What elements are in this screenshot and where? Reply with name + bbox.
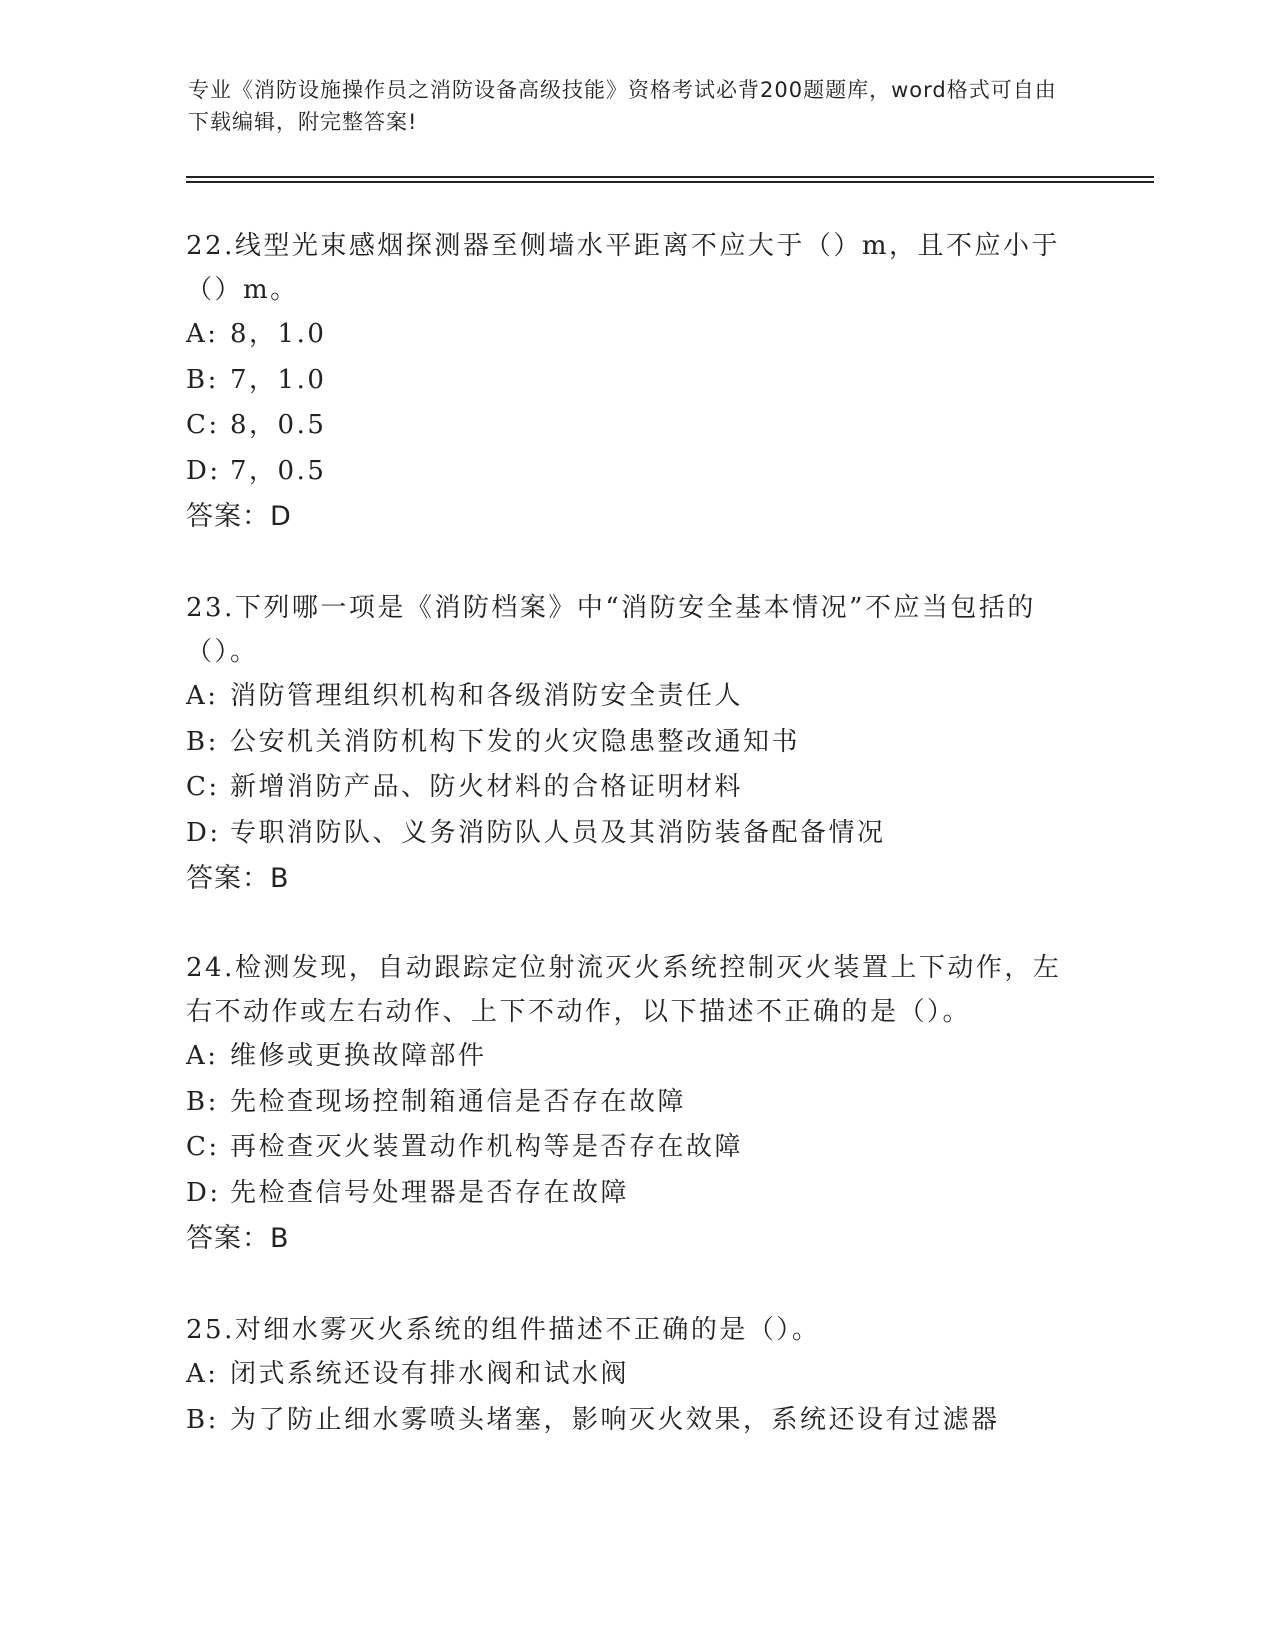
question-25: [186, 1308, 1086, 1443]
option-text: 新增消防产品、防火材料的合格证明材料: [230, 772, 744, 802]
option-key: D:: [186, 1177, 221, 1208]
option-text: 先检查现场控制箱通信是否存在故障: [230, 1086, 687, 1117]
option-text: 专职消防队、义务消防队人员及其消防装备配备情况: [230, 817, 886, 848]
question-stem: 22.线型光束感烟探测器至侧墙水平距离不应大于（）m，且不应小于（）m。: [186, 231, 1061, 305]
option-key: A:: [186, 1359, 219, 1389]
option-text: 为了防止细水雾喷头堵塞，影响灭火效果，系统还设有过滤器: [230, 1404, 1000, 1435]
option-c: [186, 1125, 1086, 1171]
option-key: B:: [186, 364, 219, 395]
option-key: A:: [186, 319, 219, 349]
option-key: C:: [186, 772, 220, 802]
option-text: 8，0.5: [230, 410, 327, 440]
option-key: B:: [186, 1086, 219, 1117]
option-a: [186, 312, 1086, 358]
option-key: B:: [186, 726, 219, 757]
answer-line: 答案：B: [186, 1223, 290, 1254]
header-divider-bottom: [186, 181, 1154, 183]
option-b: [186, 720, 1086, 766]
option-d: [186, 449, 1086, 495]
question-24: [186, 946, 1086, 1262]
option-b: [186, 358, 1086, 404]
header-divider-top: [186, 176, 1154, 178]
option-text: 7，1.0: [230, 364, 327, 395]
option-a: [186, 1034, 1086, 1080]
option-c: [186, 765, 1086, 811]
option-d: [186, 1171, 1086, 1217]
option-key: D:: [186, 455, 221, 486]
option-text: 公安机关消防机构下发的火灾隐患整改通知书: [230, 726, 801, 757]
option-text: 闭式系统还设有排水阀和试水阀: [230, 1359, 630, 1389]
answer-line: 答案：D: [186, 501, 292, 532]
question-stem: 25.对细水雾灭火系统的组件描述不正确的是（）。: [186, 1315, 821, 1345]
option-text: 8，1.0: [230, 319, 327, 349]
question-stem: 23.下列哪一项是《消防档案》中“消防安全基本情况”不应当包括的（）。: [186, 593, 1036, 667]
option-text: 消防管理组织机构和各级消防安全责任人: [230, 681, 744, 711]
option-text: 维修或更换故障部件: [230, 1041, 487, 1071]
option-d: [186, 811, 1086, 857]
option-key: C:: [186, 1132, 220, 1162]
option-b: [186, 1398, 1086, 1444]
option-key: B:: [186, 1404, 219, 1435]
question-stem: 24.检测发现，自动跟踪定位射流灭火系统控制灭火装置上下动作，左右不动作或左右动作、上下不动作，以下描述不正确的是（）。: [186, 953, 1062, 1027]
document-header: 专业《消防设施操作员之消防设备高级技能》资格考试必背200题题库，word格式可自由下载编辑，附完整答案!: [188, 78, 1057, 134]
option-text: 先检查信号处理器是否存在故障: [230, 1177, 630, 1208]
option-key: C:: [186, 410, 220, 440]
option-a: [186, 1352, 1086, 1398]
option-text: 7，0.5: [230, 455, 327, 486]
option-key: A:: [186, 1041, 219, 1071]
answer-line: 答案：B: [186, 863, 290, 894]
option-a: [186, 674, 1086, 720]
option-key: A:: [186, 681, 219, 711]
question-22: [186, 224, 1086, 540]
question-23: [186, 586, 1086, 902]
option-key: D:: [186, 817, 221, 848]
option-c: [186, 403, 1086, 449]
option-b: [186, 1080, 1086, 1126]
option-text: 再检查灭火装置动作机构等是否存在故障: [230, 1132, 744, 1162]
